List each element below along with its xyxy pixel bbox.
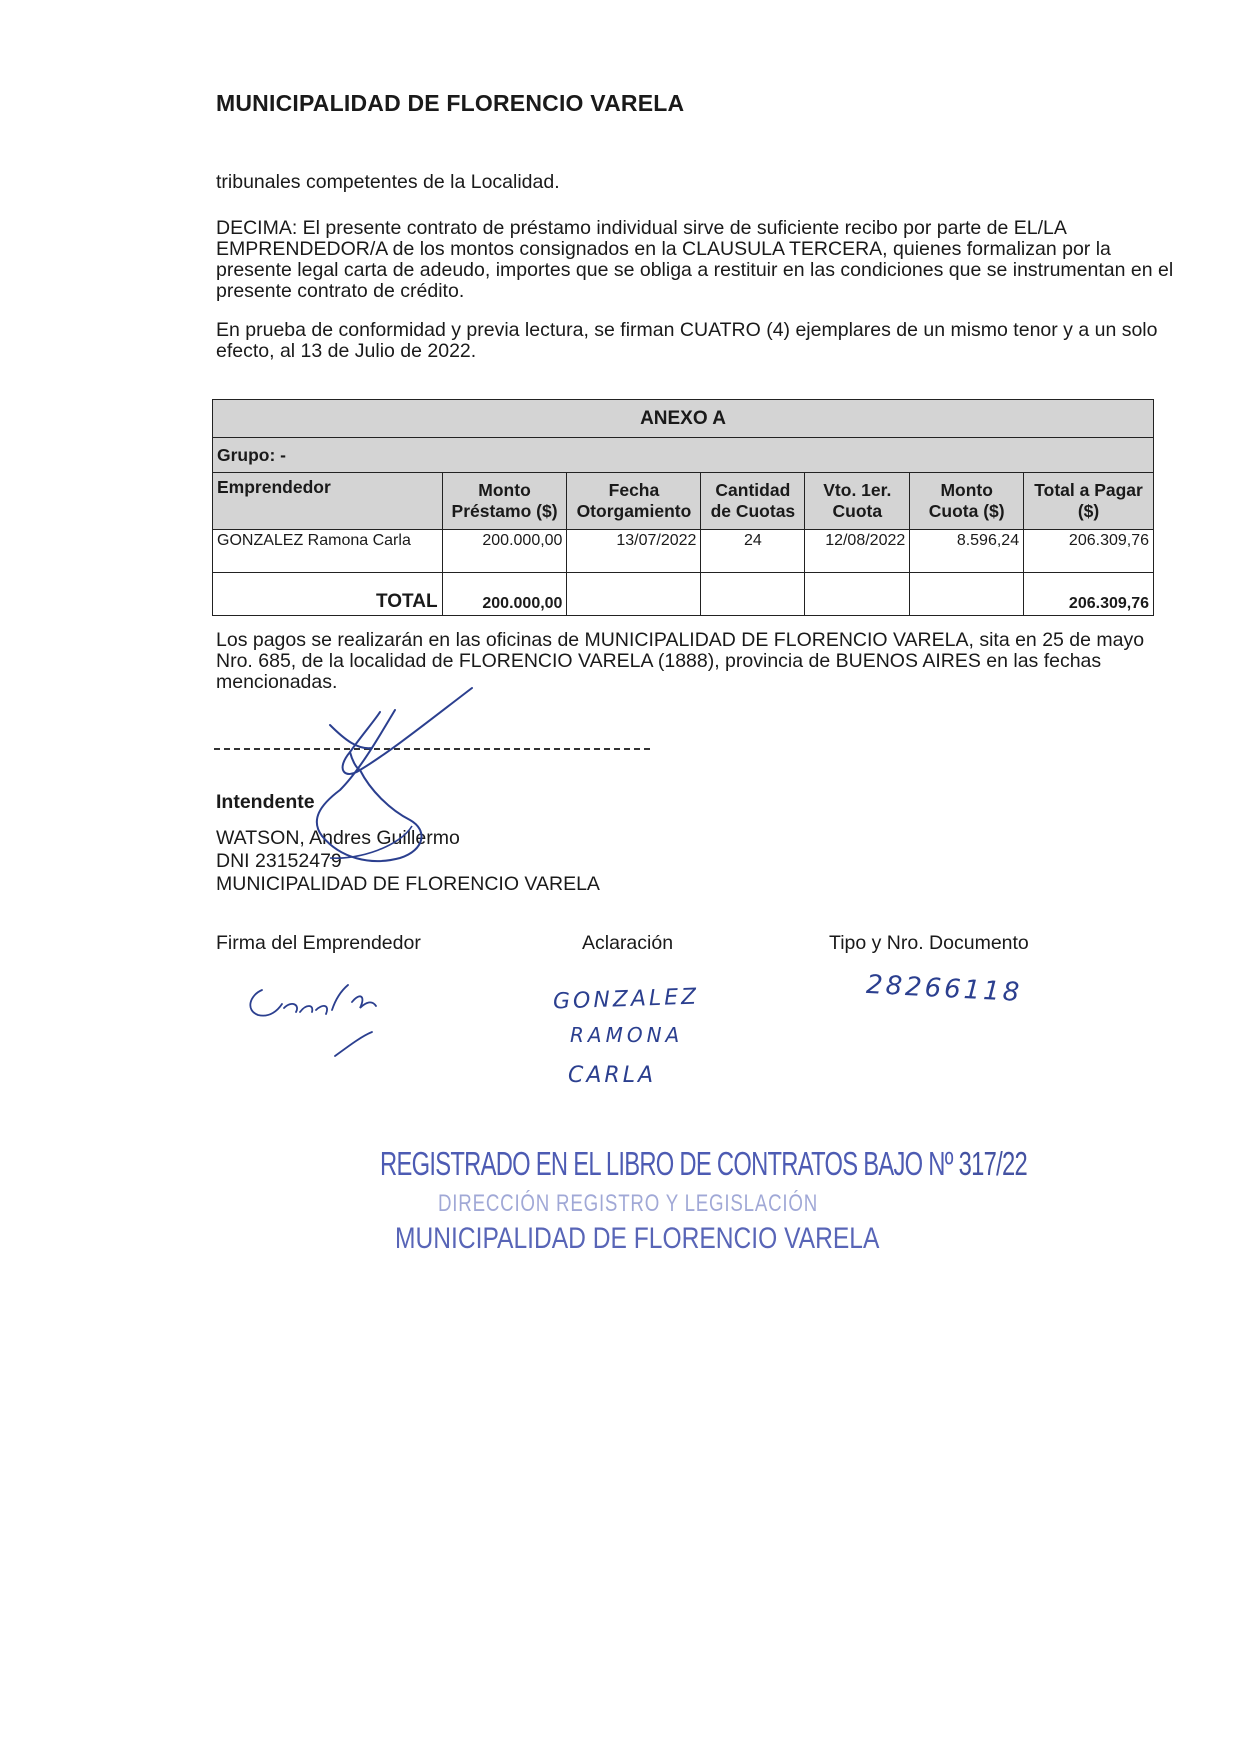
cell-fecha: 13/07/2022 <box>567 530 701 573</box>
header-monto-cuota: Monto Cuota ($) <box>910 473 1024 530</box>
cell-monto: 200.000,00 <box>442 530 567 573</box>
registry-stamp-line3: MUNICIPALIDAD DE FLORENCIO VARELA <box>395 1222 880 1255</box>
registry-stamp-line2: DIRECCIÓN REGISTRO Y LEGISLACIÓN <box>438 1190 819 1217</box>
anexo-title: ANEXO A <box>213 400 1154 438</box>
total-monto: 200.000,00 <box>442 573 567 616</box>
cell-cuota: 8.596,24 <box>910 530 1024 573</box>
total-label: TOTAL <box>213 573 443 616</box>
handwritten-documento-number: 28266118 <box>865 969 1024 1009</box>
paragraph-tribunales: tribunales competentes de la Localidad. <box>216 171 560 193</box>
paragraph-decima: DECIMA: El presente contrato de préstamo individual sirve de suficiente recibo por parte de EL/LA EMPRENDEDOR/A de los montos consignados en la CLAUSULA TERCERA, quienes formalizan por la presente legal carta de adeudo, importes que se obliga a restituir en las condiciones que se instrumentan en el presente contrato de crédito. <box>216 217 1174 302</box>
cell-cantidad: 24 <box>701 530 805 573</box>
signer-role: Intendente <box>216 791 315 813</box>
total-empty-vto <box>805 573 910 616</box>
signer-name: WATSON, Andres Guillermo <box>216 827 460 849</box>
handwritten-aclaracion-line1: GONZALEZ <box>552 984 700 1015</box>
header-vto-cuota: Vto. 1er. Cuota <box>805 473 910 530</box>
label-firma-emprendedor: Firma del Emprendedor <box>216 932 421 954</box>
header-total-pagar: Total a Pagar ($) <box>1024 473 1154 530</box>
header-cantidad-cuotas: Cantidad de Cuotas <box>701 473 805 530</box>
signer-organization: MUNICIPALIDAD DE FLORENCIO VARELA <box>216 873 600 895</box>
cell-emprendedor: GONZALEZ Ramona Carla <box>213 530 443 573</box>
total-empty-cuota <box>910 573 1024 616</box>
table-row <box>213 530 1154 573</box>
header-emprendedor: Emprendedor <box>213 473 443 530</box>
handwritten-aclaracion-line2: RAMONA <box>570 1023 684 1047</box>
total-empty-fecha <box>567 573 701 616</box>
emprendedor-signature <box>250 985 376 1056</box>
grupo-label: Grupo: - <box>213 438 1154 473</box>
totals-row <box>213 573 1154 616</box>
cell-total: 206.309,76 <box>1024 530 1154 573</box>
page-title: MUNICIPALIDAD DE FLORENCIO VARELA <box>216 90 685 116</box>
registry-stamp-line1: REGISTRADO EN EL LIBRO DE CONTRATOS BAJO Nº 317/22 <box>380 1145 1027 1182</box>
label-tipo-documento: Tipo y Nro. Documento <box>829 932 1029 954</box>
header-fecha-otorgamiento: Fecha Otorgamiento <box>567 473 701 530</box>
total-empty-cantidad <box>701 573 805 616</box>
paragraph-pagos: Los pagos se realizarán en las oficinas de MUNICIPALIDAD DE FLORENCIO VARELA, sita en 25 de mayo Nro. 685, de la localidad de FLORENCIO VARELA (1888), provincia de BUENOS AIRES en las fechas mencionadas. <box>216 629 1145 693</box>
handwritten-aclaracion-line3: CARLA <box>568 1063 657 1088</box>
paragraph-conformidad: En prueba de conformidad y previa lectura, se firman CUATRO (4) ejemplares de un mismo tenor y a un solo efecto, al 13 de Julio de 2022. <box>216 319 1158 362</box>
header-monto-prestamo: Monto Préstamo ($) <box>442 473 567 530</box>
cell-vto: 12/08/2022 <box>805 530 910 573</box>
anexo-table <box>212 399 1154 616</box>
total-pagar: 206.309,76 <box>1024 573 1154 616</box>
signer-dni: DNI 23152479 <box>216 850 342 872</box>
label-aclaracion: Aclaración <box>582 932 674 954</box>
signature-line <box>214 748 650 750</box>
